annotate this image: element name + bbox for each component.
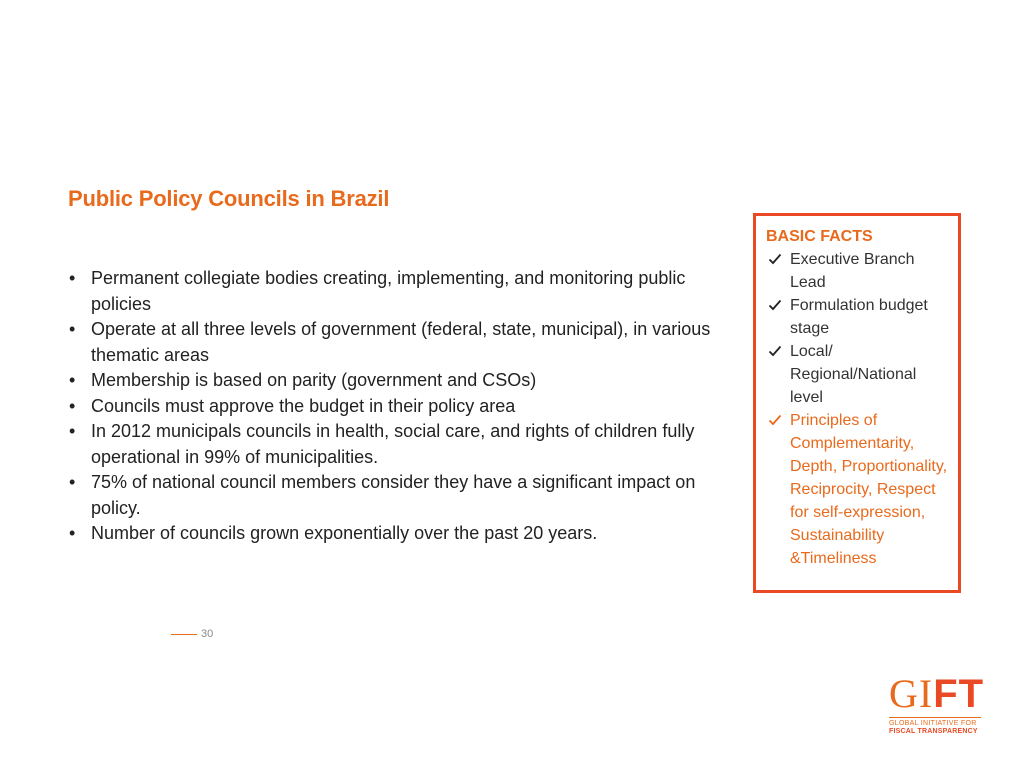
bullet-text: Membership is based on parity (government and CSOs): [91, 370, 537, 390]
list-item: [68, 470, 718, 521]
basic-facts-box: [753, 213, 961, 593]
logo-mark: [889, 671, 985, 716]
page-number: 30: [201, 628, 214, 640]
bullet-text: 75% of national council members consider they have a significant impact on policy.: [91, 472, 696, 518]
list-item: [68, 368, 718, 394]
list-item: [68, 266, 718, 317]
bullet-text: Number of councils grown exponentially over the past 20 years.: [91, 523, 598, 543]
logo-line-2: FISCAL TRANSPARENCY: [889, 728, 978, 735]
checkmark-icon: [768, 252, 782, 266]
bullet-text: In 2012 municipals councils in health, social care, and rights of children fully operational in 99% of municipalities.: [91, 421, 695, 467]
bullet-text: Councils must approve the budget in their policy area: [91, 395, 516, 416]
fact-text: Formulation budget stage: [790, 297, 928, 337]
fact-item: [766, 340, 950, 409]
fact-item: [766, 248, 950, 294]
bullet-text: Operate at all three levels of government (federal, state, municipal), in various thematic areas: [91, 319, 711, 365]
bullet-icon: •: [69, 421, 76, 441]
bullet-icon: •: [69, 319, 76, 339]
fact-text: Local/ Regional/National level: [790, 343, 917, 406]
bullet-icon: •: [69, 523, 76, 543]
checkmark-icon: [768, 413, 782, 427]
checkmark-icon: [768, 344, 782, 358]
list-item: [68, 394, 718, 420]
bullet-icon: •: [69, 370, 76, 390]
slide-title: Public Policy Councils in Brazil: [68, 186, 390, 211]
list-item: [68, 317, 718, 368]
basic-facts-list: [766, 248, 950, 570]
fact-text: Executive Branch Lead: [790, 251, 915, 291]
bullet-text: Permanent collegiate bodies creating, implementing, and monitoring public policies: [91, 268, 686, 314]
bullet-icon: •: [69, 395, 76, 416]
logo-line-1: GLOBAL INITIATIVE FOR: [889, 717, 981, 728]
list-item: [68, 521, 718, 547]
logo-mark-gi: GI: [889, 671, 934, 716]
fact-text: Principles of Complementarity, Depth, Proportionality, Reciprocity, Respect for self-expression, Sustainability &Timeliness: [790, 412, 948, 567]
basic-facts-heading: BASIC FACTS: [766, 228, 873, 245]
list-item: [68, 419, 718, 470]
page-number-rule: [171, 634, 197, 635]
checkmark-icon: [768, 298, 782, 312]
bullet-icon: •: [69, 472, 76, 492]
bullet-icon: •: [69, 268, 76, 288]
fact-item: [766, 294, 950, 340]
gift-logo: [889, 671, 985, 736]
logo-mark-ft: FT: [933, 672, 985, 716]
fact-item-highlighted: [766, 409, 950, 570]
bullet-list: [68, 266, 718, 547]
